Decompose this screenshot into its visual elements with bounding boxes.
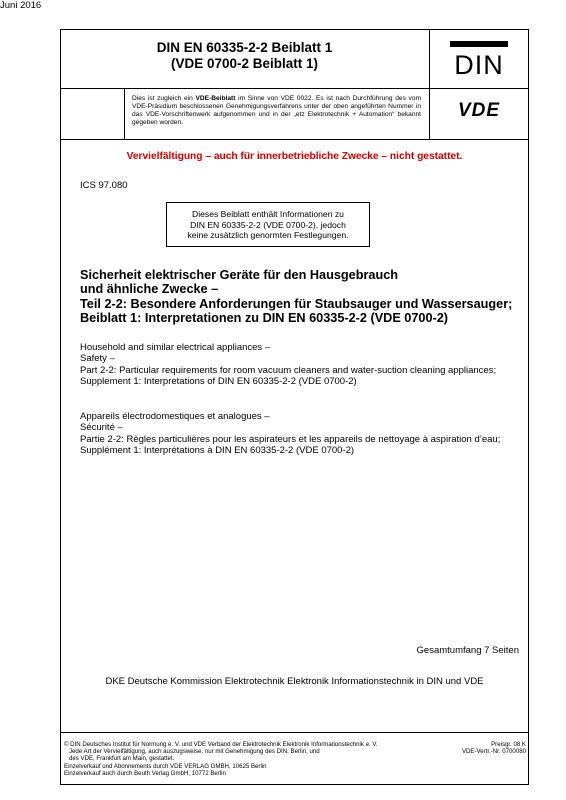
vde-notice-suffix: im Sinne von VDE 0022. Es ist nach Durchführung des vom VDE-Präsidium beschlossenen Genehmigungsverfahrens unter der oben angeführten Nummer in das VDE-Vorschriftenwerk aufgenommen und in der „etz Elektrotechnik + Automation“ bekannt gegeben worden. (132, 95, 421, 126)
title-english-line: Safety – (80, 353, 115, 365)
title-english (80, 342, 516, 387)
document-number-vde: (VDE 0700-2 Beiblatt 1) (170, 56, 319, 71)
din-logo (449, 40, 509, 78)
copyright-line: des VDE, Frankfurt am Main, gestattet. (69, 755, 175, 763)
title-french-line: Partie 2-2: Règles particulières pour les aspirateurs et les appareils de nettoyage à aspiration d’eau; (80, 433, 501, 445)
vde-logo (443, 100, 515, 118)
vde-notice-prefix: Dies ist zugleich ein (132, 95, 196, 102)
copyright-line: Jede Art der Vervielfältigung, auch auszugsweise, nur mit Genehmigung des DIN, Berlin, und (69, 748, 320, 756)
title-french (80, 411, 516, 456)
reproduction-notice: Vervielfältigung – auch für innerbetriebliche Zwecke – nicht gestattet. (126, 151, 463, 162)
title-english-line: Supplement 1: Interpretations of DIN EN 60335-2-2 (VDE 0700-2) (80, 375, 357, 387)
price-block (462, 741, 526, 755)
info-box (166, 202, 370, 247)
title-french-line: Appareils électrodomestiques et analogues – (80, 411, 270, 422)
vde-order-number: VDE-Vertr.-Nr. 0700080 (461, 748, 526, 756)
vde-notice (132, 95, 421, 127)
title-french-line: Sécurité – (80, 422, 123, 434)
document-number (60, 40, 429, 72)
dke-statement: DKE Deutsche Kommission Elektrotechnik Elektronik Informationstechnik in DIN und VDE (105, 676, 484, 687)
title-german-line: Beiblatt 1: Interpretationen zu DIN EN 60335-2-2 (VDE 0700-2) (80, 310, 449, 325)
footer-divider (60, 732, 529, 733)
title-english-line: Household and similar electrical appliances – (80, 342, 271, 353)
vde-notice-bold: VDE-Beiblatt (195, 95, 236, 102)
din-logo-text: DIN (454, 50, 504, 78)
copyright-block (64, 741, 409, 777)
copyright-line: Einzelverkauf und Abonnements durch VDE VERLAG GMBH, 10625 Berlin (64, 762, 267, 770)
publication-date: Juni 2016 (0, 0, 42, 11)
title-german-line: Sicherheit elektrischer Geräte für den Hausgebrauch (80, 268, 399, 282)
info-box-line: Dieses Beiblatt enthält Informationen zu (192, 209, 344, 219)
info-box-line: DIN EN 60335-2-2 (VDE 0700-2), jedoch (190, 219, 346, 230)
title-german-line: Teil 2-2: Besondere Anforderungen für Staubsauger und Wassersauger; (80, 296, 513, 311)
title-german (80, 268, 520, 325)
title-french-line: Supplément 1: Interprétations à DIN EN 60335-2-2 (VDE 0700-2) (80, 444, 355, 456)
logo-column-divider (429, 29, 430, 139)
copyright-line: Einzelverkauf auch durch Beuth Verlag GmbH, 10772 Berlin (64, 769, 226, 777)
copyright-line: © DIN Deutsches Institut für Normung e. V. und VDE Verband der Elektrotechnik Elektronik Informationstechnik e. V. (64, 741, 378, 748)
notice-left-divider (124, 88, 125, 139)
document-number-din: DIN EN 60335-2-2 Beiblatt 1 (156, 40, 333, 55)
price-group: Preisgr. 08 K (491, 741, 526, 748)
notice-divider (60, 139, 529, 140)
vde-logo-text: VDE (457, 100, 501, 118)
total-pages: Gesamtumfang 7 Seiten (416, 645, 519, 656)
title-german-line: und ähnliche Zwecke – (80, 282, 219, 297)
title-english-line: Part 2-2: Particular requirements for room vacuum cleaners and water-suction cleaning appliances; (80, 364, 497, 376)
cover-frame (60, 29, 529, 785)
info-box-line: keine zusätzlich genormten Festlegungen. (187, 230, 349, 240)
header-divider (60, 88, 529, 89)
ics-code: ICS 97.080 (80, 180, 128, 191)
